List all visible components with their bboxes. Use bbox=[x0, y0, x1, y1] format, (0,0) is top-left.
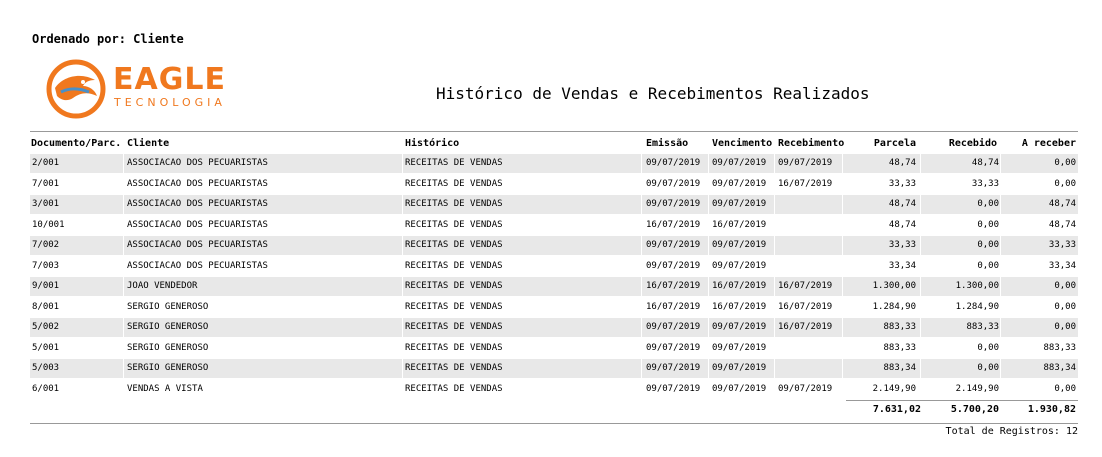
cell-parcela: 48,74 bbox=[888, 199, 916, 209]
cell-cliente: ASSOCIACAO DOS PECUARISTAS bbox=[127, 240, 268, 250]
cell-emissao: 09/07/2019 bbox=[646, 342, 701, 353]
column-separator bbox=[920, 154, 921, 174]
totals-rule bbox=[846, 400, 1078, 401]
cell-vencimento: 09/07/2019 bbox=[712, 383, 767, 394]
cell-parcela: 883,33 bbox=[883, 342, 916, 353]
cell-parcela: 48,74 bbox=[888, 219, 916, 230]
column-separator bbox=[842, 257, 843, 277]
cell-emissao: 09/07/2019 bbox=[646, 178, 701, 189]
cell-vencimento: 09/07/2019 bbox=[712, 363, 767, 373]
cell-documento: 5/002 bbox=[32, 322, 60, 332]
table-row bbox=[30, 257, 1078, 276]
total-a-receber: 1.930,82 bbox=[1027, 404, 1076, 415]
cell-documento: 3/001 bbox=[32, 199, 60, 209]
cell-recebido: 33,33 bbox=[971, 178, 999, 189]
eagle-head-icon bbox=[45, 58, 107, 120]
column-separator bbox=[641, 175, 642, 195]
cell-recebimento bbox=[778, 216, 840, 235]
column-separator bbox=[1000, 175, 1001, 195]
column-separator bbox=[1000, 216, 1001, 236]
col-header-parcela: Parcela bbox=[873, 138, 916, 149]
column-separator bbox=[774, 380, 775, 400]
column-separator bbox=[1000, 257, 1001, 277]
cell-recebimento: 16/07/2019 bbox=[778, 301, 833, 312]
cell-recebido: 1.300,00 bbox=[955, 281, 999, 291]
column-separator bbox=[1000, 298, 1001, 318]
cell-recebido: 0,00 bbox=[977, 240, 999, 250]
column-separator bbox=[842, 154, 843, 174]
cell-recebido: 883,33 bbox=[966, 322, 999, 332]
cell-emissao: 16/07/2019 bbox=[646, 219, 701, 230]
cell-a-receber: 0,00 bbox=[1054, 178, 1076, 189]
cell-parcela: 33,33 bbox=[888, 240, 916, 250]
cell-vencimento: 09/07/2019 bbox=[712, 342, 767, 353]
col-header-vencimento: Vencimento bbox=[712, 138, 773, 149]
cell-recebido: 0,00 bbox=[977, 219, 999, 230]
col-header-recebido: Recebido bbox=[948, 138, 997, 149]
cell-documento: 10/001 bbox=[32, 219, 65, 230]
table-row bbox=[30, 359, 1078, 378]
cell-vencimento: 09/07/2019 bbox=[712, 322, 767, 332]
cell-historico: RECEITAS DE VENDAS bbox=[405, 178, 503, 189]
column-separator bbox=[402, 339, 403, 359]
column-separator bbox=[641, 298, 642, 318]
cell-a-receber: 0,00 bbox=[1054, 158, 1076, 168]
cell-a-receber: 883,34 bbox=[1043, 363, 1076, 373]
column-separator bbox=[842, 175, 843, 195]
cell-vencimento: 16/07/2019 bbox=[712, 219, 767, 230]
column-separator bbox=[708, 175, 709, 195]
column-separator bbox=[774, 318, 775, 338]
cell-cliente: ASSOCIACAO DOS PECUARISTAS bbox=[127, 158, 268, 168]
cell-documento: 6/001 bbox=[32, 383, 60, 394]
cell-historico: RECEITAS DE VENDAS bbox=[405, 322, 503, 332]
cell-parcela: 33,33 bbox=[888, 178, 916, 189]
col-header-emissao: Emissão bbox=[646, 138, 689, 149]
cell-parcela: 33,34 bbox=[888, 260, 916, 271]
column-separator bbox=[1000, 359, 1001, 379]
cell-a-receber: 48,74 bbox=[1048, 219, 1076, 230]
column-separator bbox=[920, 380, 921, 400]
column-separator bbox=[641, 339, 642, 359]
column-separator bbox=[123, 175, 124, 195]
cell-parcela: 883,34 bbox=[883, 363, 916, 373]
report-title: Histórico de Vendas e Recebimentos Realizados bbox=[436, 84, 870, 103]
table-row bbox=[30, 154, 1078, 173]
cell-vencimento: 09/07/2019 bbox=[712, 158, 767, 168]
cell-emissao: 16/07/2019 bbox=[646, 281, 701, 291]
table-row bbox=[30, 277, 1078, 296]
cell-emissao: 09/07/2019 bbox=[646, 322, 701, 332]
column-separator bbox=[402, 195, 403, 215]
column-separator bbox=[920, 216, 921, 236]
cell-emissao: 09/07/2019 bbox=[646, 199, 701, 209]
cell-cliente: ASSOCIACAO DOS PECUARISTAS bbox=[127, 178, 268, 189]
total-parcela: 7.631,02 bbox=[872, 404, 921, 415]
cell-cliente: SERGIO GENEROSO bbox=[127, 322, 209, 332]
cell-historico: RECEITAS DE VENDAS bbox=[405, 363, 503, 373]
column-separator bbox=[402, 216, 403, 236]
column-separator bbox=[402, 380, 403, 400]
cell-documento: 9/001 bbox=[32, 281, 60, 291]
footer-rule bbox=[30, 423, 1078, 424]
cell-a-receber: 0,00 bbox=[1054, 281, 1076, 291]
cell-recebimento bbox=[778, 236, 840, 255]
cell-recebido: 48,74 bbox=[971, 158, 999, 168]
cell-recebimento: 09/07/2019 bbox=[778, 158, 833, 168]
cell-recebimento: 16/07/2019 bbox=[778, 178, 833, 189]
column-separator bbox=[774, 195, 775, 215]
column-separator bbox=[1000, 339, 1001, 359]
column-separator bbox=[920, 339, 921, 359]
cell-recebimento bbox=[778, 257, 840, 276]
column-separator bbox=[920, 236, 921, 256]
cell-parcela: 1.284,90 bbox=[872, 301, 916, 312]
company-logo bbox=[45, 58, 225, 118]
cell-historico: RECEITAS DE VENDAS bbox=[405, 301, 503, 312]
header-top-rule bbox=[30, 131, 1078, 132]
cell-historico: RECEITAS DE VENDAS bbox=[405, 342, 503, 353]
cell-emissao: 09/07/2019 bbox=[646, 383, 701, 394]
order-label: Ordenado por: Cliente bbox=[32, 32, 184, 46]
column-separator bbox=[123, 195, 124, 215]
table-row bbox=[30, 339, 1078, 358]
column-separator bbox=[123, 380, 124, 400]
col-header-a-receber: A receber bbox=[1021, 138, 1076, 149]
column-separator bbox=[774, 277, 775, 297]
column-separator bbox=[641, 154, 642, 174]
col-header-documento: Documento/Parc. bbox=[31, 138, 122, 149]
column-separator bbox=[708, 154, 709, 174]
table-row bbox=[30, 298, 1078, 317]
column-separator bbox=[402, 175, 403, 195]
column-separator bbox=[774, 359, 775, 379]
cell-a-receber: 33,34 bbox=[1048, 260, 1076, 271]
column-separator bbox=[641, 236, 642, 256]
cell-cliente: SERGIO GENEROSO bbox=[127, 363, 209, 373]
column-separator bbox=[641, 195, 642, 215]
column-separator bbox=[774, 298, 775, 318]
cell-recebido: 0,00 bbox=[977, 342, 999, 353]
column-separator bbox=[1000, 195, 1001, 215]
column-separator bbox=[641, 318, 642, 338]
column-separator bbox=[641, 257, 642, 277]
column-separator bbox=[123, 359, 124, 379]
column-separator bbox=[920, 277, 921, 297]
column-separator bbox=[842, 318, 843, 338]
cell-recebido: 0,00 bbox=[977, 260, 999, 271]
column-separator bbox=[402, 298, 403, 318]
column-separator bbox=[402, 236, 403, 256]
cell-parcela: 48,74 bbox=[888, 158, 916, 168]
column-separator bbox=[402, 359, 403, 379]
cell-documento: 7/002 bbox=[32, 240, 60, 250]
cell-cliente: JOAO VENDEDOR bbox=[127, 281, 198, 291]
column-separator bbox=[920, 318, 921, 338]
column-separator bbox=[774, 216, 775, 236]
column-separator bbox=[708, 236, 709, 256]
cell-documento: 7/001 bbox=[32, 178, 60, 189]
column-separator bbox=[641, 216, 642, 236]
column-separator bbox=[920, 359, 921, 379]
cell-recebido: 2.149,90 bbox=[955, 383, 999, 394]
cell-cliente: SERGIO GENEROSO bbox=[127, 342, 209, 353]
cell-parcela: 1.300,00 bbox=[872, 281, 916, 291]
column-separator bbox=[774, 257, 775, 277]
column-separator bbox=[842, 339, 843, 359]
cell-a-receber: 883,33 bbox=[1043, 342, 1076, 353]
cell-recebimento: 09/07/2019 bbox=[778, 383, 833, 394]
cell-emissao: 16/07/2019 bbox=[646, 301, 701, 312]
cell-a-receber: 48,74 bbox=[1048, 199, 1076, 209]
column-separator bbox=[842, 359, 843, 379]
cell-documento: 2/001 bbox=[32, 158, 60, 168]
column-separator bbox=[123, 236, 124, 256]
column-separator bbox=[774, 339, 775, 359]
column-separator bbox=[774, 154, 775, 174]
column-separator bbox=[641, 380, 642, 400]
total-recebido: 5.700,20 bbox=[950, 404, 999, 415]
cell-historico: RECEITAS DE VENDAS bbox=[405, 158, 503, 168]
cell-recebido: 0,00 bbox=[977, 199, 999, 209]
column-separator bbox=[123, 216, 124, 236]
column-separator bbox=[774, 236, 775, 256]
record-count: Total de Registros: 12 bbox=[945, 426, 1078, 437]
column-separator bbox=[920, 175, 921, 195]
cell-vencimento: 09/07/2019 bbox=[712, 240, 767, 250]
cell-recebimento: 16/07/2019 bbox=[778, 281, 833, 291]
cell-vencimento: 09/07/2019 bbox=[712, 199, 767, 209]
cell-recebimento bbox=[778, 339, 840, 358]
column-separator bbox=[920, 195, 921, 215]
cell-cliente: VENDAS A VISTA bbox=[127, 383, 203, 394]
cell-recebimento bbox=[778, 195, 840, 214]
cell-documento: 8/001 bbox=[32, 301, 60, 312]
cell-recebido: 0,00 bbox=[977, 363, 999, 373]
column-separator bbox=[123, 298, 124, 318]
cell-parcela: 2.149,90 bbox=[872, 383, 916, 394]
column-separator bbox=[708, 195, 709, 215]
table-row bbox=[30, 380, 1078, 399]
cell-cliente: ASSOCIACAO DOS PECUARISTAS bbox=[127, 219, 268, 230]
column-separator bbox=[842, 195, 843, 215]
column-separator bbox=[842, 298, 843, 318]
col-header-recebimento: Recebimento bbox=[778, 138, 845, 149]
cell-vencimento: 09/07/2019 bbox=[712, 178, 767, 189]
column-separator bbox=[708, 359, 709, 379]
column-separator bbox=[123, 318, 124, 338]
cell-documento: 5/001 bbox=[32, 342, 60, 353]
logo-subtitle: TECNOLOGIA bbox=[114, 96, 226, 109]
cell-a-receber: 0,00 bbox=[1054, 301, 1076, 312]
column-separator bbox=[920, 257, 921, 277]
cell-emissao: 09/07/2019 bbox=[646, 363, 701, 373]
column-separator bbox=[920, 298, 921, 318]
cell-recebido: 1.284,90 bbox=[955, 301, 999, 312]
cell-a-receber: 33,33 bbox=[1048, 240, 1076, 250]
column-separator bbox=[708, 216, 709, 236]
table-row bbox=[30, 236, 1078, 255]
col-header-cliente: Cliente bbox=[127, 138, 170, 149]
col-header-historico: Histórico bbox=[405, 138, 460, 149]
column-separator bbox=[123, 277, 124, 297]
column-separator bbox=[123, 339, 124, 359]
cell-documento: 5/003 bbox=[32, 363, 60, 373]
cell-cliente: ASSOCIACAO DOS PECUARISTAS bbox=[127, 260, 268, 271]
column-separator bbox=[842, 277, 843, 297]
cell-cliente: SERGIO GENEROSO bbox=[127, 301, 209, 312]
column-separator bbox=[708, 298, 709, 318]
column-separator bbox=[1000, 154, 1001, 174]
column-separator bbox=[641, 359, 642, 379]
column-separator bbox=[641, 277, 642, 297]
table-row bbox=[30, 318, 1078, 337]
cell-emissao: 09/07/2019 bbox=[646, 240, 701, 250]
table-row bbox=[30, 175, 1078, 194]
column-separator bbox=[774, 175, 775, 195]
cell-historico: RECEITAS DE VENDAS bbox=[405, 199, 503, 209]
column-separator bbox=[402, 257, 403, 277]
column-separator bbox=[1000, 318, 1001, 338]
cell-historico: RECEITAS DE VENDAS bbox=[405, 240, 503, 250]
column-separator bbox=[1000, 236, 1001, 256]
cell-historico: RECEITAS DE VENDAS bbox=[405, 219, 503, 230]
column-separator bbox=[708, 339, 709, 359]
column-separator bbox=[708, 380, 709, 400]
cell-parcela: 883,33 bbox=[883, 322, 916, 332]
logo-wordmark: EAGLE bbox=[113, 62, 226, 97]
cell-historico: RECEITAS DE VENDAS bbox=[405, 281, 503, 291]
column-separator bbox=[708, 318, 709, 338]
column-separator bbox=[842, 380, 843, 400]
table-row bbox=[30, 195, 1078, 214]
cell-vencimento: 16/07/2019 bbox=[712, 281, 767, 291]
cell-vencimento: 16/07/2019 bbox=[712, 301, 767, 312]
cell-historico: RECEITAS DE VENDAS bbox=[405, 260, 503, 271]
cell-emissao: 09/07/2019 bbox=[646, 158, 701, 168]
table-row bbox=[30, 216, 1078, 235]
cell-emissao: 09/07/2019 bbox=[646, 260, 701, 271]
column-separator bbox=[708, 277, 709, 297]
column-separator bbox=[1000, 380, 1001, 400]
cell-recebimento bbox=[778, 359, 840, 378]
cell-cliente: ASSOCIACAO DOS PECUARISTAS bbox=[127, 199, 268, 209]
column-separator bbox=[402, 318, 403, 338]
column-separator bbox=[123, 154, 124, 174]
column-separator bbox=[402, 277, 403, 297]
cell-a-receber: 0,00 bbox=[1054, 383, 1076, 394]
column-separator bbox=[123, 257, 124, 277]
cell-documento: 7/003 bbox=[32, 260, 60, 271]
column-separator bbox=[842, 216, 843, 236]
cell-vencimento: 09/07/2019 bbox=[712, 260, 767, 271]
cell-recebimento: 16/07/2019 bbox=[778, 322, 833, 332]
column-separator bbox=[842, 236, 843, 256]
cell-historico: RECEITAS DE VENDAS bbox=[405, 383, 503, 394]
cell-a-receber: 0,00 bbox=[1054, 322, 1076, 332]
column-separator bbox=[708, 257, 709, 277]
column-separator bbox=[402, 154, 403, 174]
column-separator bbox=[1000, 277, 1001, 297]
